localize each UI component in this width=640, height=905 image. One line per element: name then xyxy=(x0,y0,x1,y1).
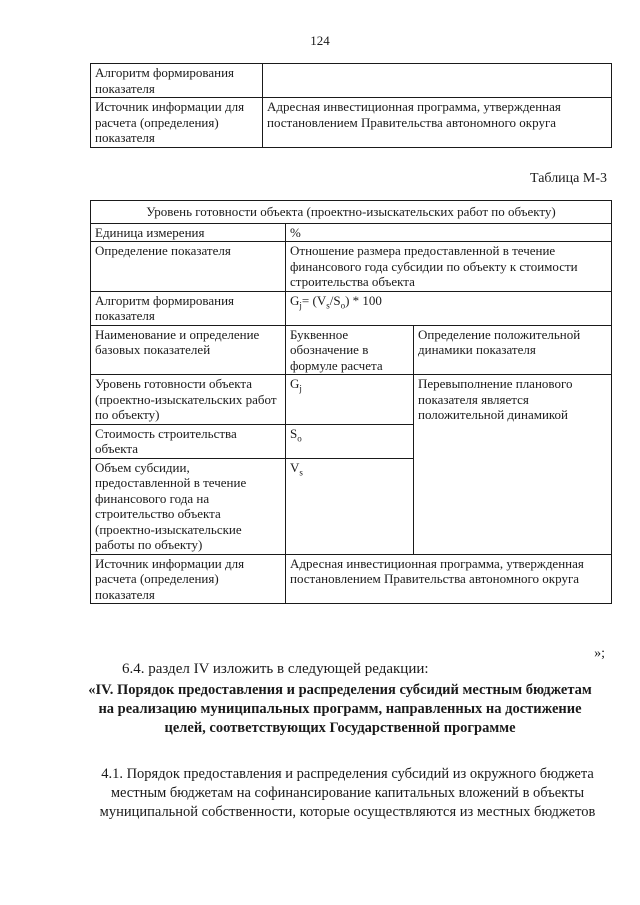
table-row xyxy=(91,64,612,98)
row-label: Алгоритм формирования показателя xyxy=(91,64,263,98)
base-indicator-symbol: $V_s$ xyxy=(286,458,414,554)
paragraph-4-1: 4.1. Порядок предоставления и распределения субсидий из окружного бюджета местным бюджетам на софинансирование капитальных вложений в объекты муниципальной собственности, которые осуществляются из местных бюджетов xyxy=(99,766,596,820)
base-indicator-name: Уровень готовности объекта (проектно-изыскательских работ по объекту) xyxy=(91,375,286,425)
table-row xyxy=(91,325,612,375)
base-indicator-name: Объем субсидии, предоставленной в течение финансового года на строительство объекта (проектно-изыскательские работы по объекту) xyxy=(91,458,286,554)
table-row xyxy=(91,375,612,425)
section-intro: 6.4. раздел IV изложить в следующей редакции: xyxy=(122,661,429,677)
source-value: Адресная инвестиционная программа, утвержденная постановлением Правительства автономного округа xyxy=(286,554,612,604)
row-value xyxy=(263,64,612,98)
table-row xyxy=(91,291,612,325)
column-header: Буквенное обозначение в формуле расчета xyxy=(286,325,414,375)
row-label: Источник информации для расчета (определения) показателя xyxy=(91,98,263,148)
formula: $G_j= (V_s/S_o) * 100$ xyxy=(286,291,612,325)
section-heading: «IV. Порядок предоставления и распределения субсидий местным бюджетам на реализацию муниципальных программ, направленных на достижение целей, соответствующих Государственной программе xyxy=(88,682,592,736)
base-indicator-symbol: $S_o$ xyxy=(286,424,414,458)
column-header: Наименование и определение базовых показателей xyxy=(91,325,286,375)
table-caption: Таблица М-3 xyxy=(530,171,607,186)
indicator-table-continued xyxy=(90,63,612,148)
table-row xyxy=(91,98,612,148)
base-indicator-name: Стоимость строительства объекта xyxy=(91,424,286,458)
algorithm-label: Алгоритм формирования показателя xyxy=(91,291,286,325)
table-row xyxy=(91,554,612,604)
table-row xyxy=(91,201,612,224)
base-indicator-symbol: $G_j$ xyxy=(286,375,414,425)
table-m3 xyxy=(90,200,612,604)
table-title: Уровень готовности объекта (проектно-изыскательских работ по объекту) xyxy=(91,201,612,224)
unit-label: Единица измерения xyxy=(91,223,286,242)
source-label: Источник информации для расчета (определения) показателя xyxy=(91,554,286,604)
definition-value: Отношение размера предоставленной в течение финансового года субсидии по объекту к стоимости строительства объекта xyxy=(286,242,612,292)
row-value: Адресная инвестиционная программа, утвержденная постановлением Правительства автономного округа xyxy=(263,98,612,148)
unit-value: % xyxy=(286,223,612,242)
definition-label: Определение показателя xyxy=(91,242,286,292)
page-number: 124 xyxy=(310,33,330,48)
column-header: Определение положительной динамики показателя xyxy=(414,325,612,375)
closing-quote: »; xyxy=(594,646,605,661)
table-row xyxy=(91,223,612,242)
table-row xyxy=(91,242,612,292)
dynamics-definition: Перевыполнение планового показателя является положительной динамикой xyxy=(414,375,612,555)
